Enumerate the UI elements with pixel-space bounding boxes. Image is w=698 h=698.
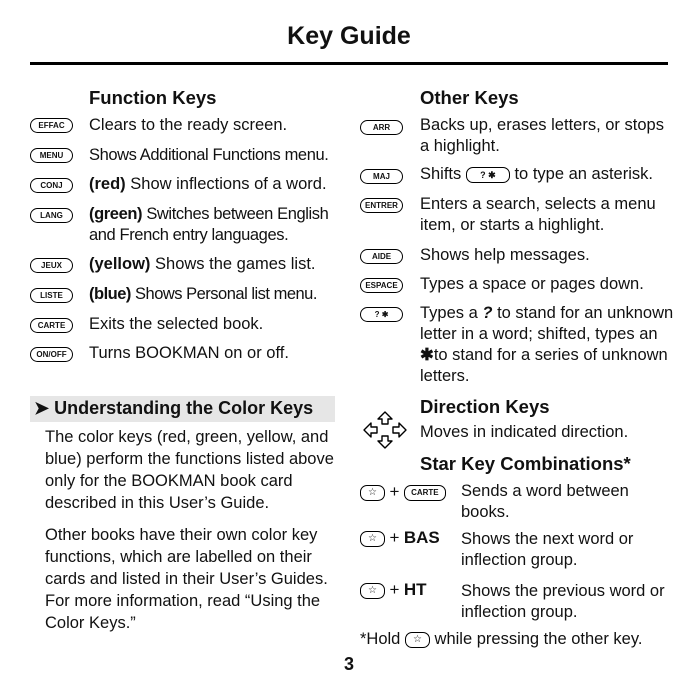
- arr-description: Backs up, erases letters, or stops a highlight.: [420, 116, 664, 155]
- liste-text: Shows Personal list menu.: [135, 285, 317, 303]
- star-carte-description: Sends a word between books.: [461, 482, 629, 521]
- jeux-text: Shows the games list.: [155, 255, 316, 273]
- other-keys-heading: Other Keys: [420, 87, 519, 108]
- color-keys-paragraph-1: The color keys (red, green, yellow, and blue) perform the functions listed above only for the BOOKMAN book card described in this User’s Guide.: [45, 428, 334, 512]
- conj-description: [89, 174, 327, 195]
- plus-sign: +: [389, 482, 400, 501]
- star-bas-description: Shows the next word or inflection group.: [461, 530, 634, 569]
- bas-key-label: BAS: [403, 528, 440, 547]
- asterisk-symbol: ✱: [420, 346, 434, 364]
- espace-description: Types a space or pages down.: [420, 275, 644, 293]
- maj-text-after: to type an asterisk.: [514, 165, 653, 183]
- maj-description: [420, 164, 653, 185]
- function-keys-heading: Function Keys: [89, 87, 217, 108]
- arrow-right-icon: ➤: [34, 398, 50, 418]
- onoff-description: Turns BOOKMAN on or off.: [89, 344, 289, 362]
- page-number: 3: [343, 654, 354, 674]
- ht-key-label: HT: [403, 580, 427, 599]
- maj-text-before: Shifts: [420, 165, 462, 183]
- conj-text: Show inflections of a word.: [130, 175, 327, 193]
- conj-color-label: (red): [89, 175, 126, 193]
- direction-arrows-icon: [362, 410, 408, 450]
- question-symbol: ?: [482, 304, 493, 322]
- menu-description: Shows Additional Functions menu.: [89, 146, 329, 164]
- star-key: ☆: [360, 531, 385, 547]
- star-key: ☆: [360, 485, 385, 501]
- jeux-color-label: (yellow): [89, 255, 151, 273]
- entrer-key: ENTRER: [360, 198, 403, 213]
- color-keys-heading: [34, 398, 313, 419]
- color-keys-paragraph-2: Other books have their own color key functions, which are labelled on their cards and listed in their User’s Guides. For more information, read “Using the Color Keys.”: [45, 526, 328, 632]
- title-divider: [30, 62, 668, 65]
- lang-description: [89, 204, 339, 246]
- aide-description: Shows help messages.: [420, 246, 590, 264]
- question-text-after: to stand for a series of unknown letters.: [420, 346, 668, 385]
- star-key: ☆: [360, 583, 385, 599]
- conj-key: CONJ: [30, 178, 73, 193]
- question-key: ? ✱: [360, 307, 403, 322]
- menu-key: MENU: [30, 148, 73, 163]
- lang-key: LANG: [30, 208, 73, 223]
- star-footnote: [360, 629, 642, 650]
- maj-key: MAJ: [360, 169, 403, 184]
- plus-sign: +: [389, 528, 400, 547]
- jeux-key: JEUX: [30, 258, 73, 273]
- footnote-after: while pressing the other key.: [434, 630, 643, 648]
- question-description: [420, 303, 675, 387]
- page-title: Key Guide: [287, 22, 411, 50]
- carte-description: Exits the selected book.: [89, 315, 264, 333]
- question-text-mid: to stand for an unknown letter in a word; shifted, types an: [420, 304, 674, 343]
- color-keys-heading-text: Understanding the Color Keys: [54, 398, 314, 418]
- aide-key: AIDE: [360, 249, 403, 264]
- lang-color-label: (green): [89, 205, 143, 223]
- star-carte-combo: [360, 482, 446, 502]
- star-ht-combo: [360, 580, 427, 600]
- question-text-before: Types a: [420, 304, 478, 322]
- question-star-key: ? ✱: [466, 167, 510, 183]
- liste-description: [89, 284, 317, 305]
- star-key: ☆: [405, 632, 430, 648]
- arr-key: ARR: [360, 120, 403, 135]
- plus-sign: +: [389, 580, 400, 599]
- carte-key: CARTE: [30, 318, 73, 333]
- star-ht-description: Shows the previous word or inflection group.: [461, 582, 665, 621]
- direction-keys-description: Moves in indicated direction.: [420, 423, 629, 441]
- direction-keys-heading: Direction Keys: [420, 396, 550, 417]
- star-keys-heading: Star Key Combinations*: [420, 453, 631, 474]
- liste-key: LISTE: [30, 288, 73, 303]
- espace-key: ESPACE: [360, 278, 403, 293]
- star-bas-combo: [360, 528, 440, 548]
- effac-description: Clears to the ready screen.: [89, 116, 288, 134]
- carte-combo-key: CARTE: [404, 485, 446, 501]
- liste-color-label: (blue): [89, 285, 131, 303]
- entrer-description: Enters a search, selects a menu item, or starts a highlight.: [420, 195, 656, 234]
- onoff-key: ON/OFF: [30, 347, 73, 362]
- footnote-before: *Hold: [360, 630, 401, 648]
- effac-key: EFFAC: [30, 118, 73, 133]
- jeux-description: [89, 254, 316, 275]
- lang-text: Switches between English and French entry languages.: [89, 205, 329, 244]
